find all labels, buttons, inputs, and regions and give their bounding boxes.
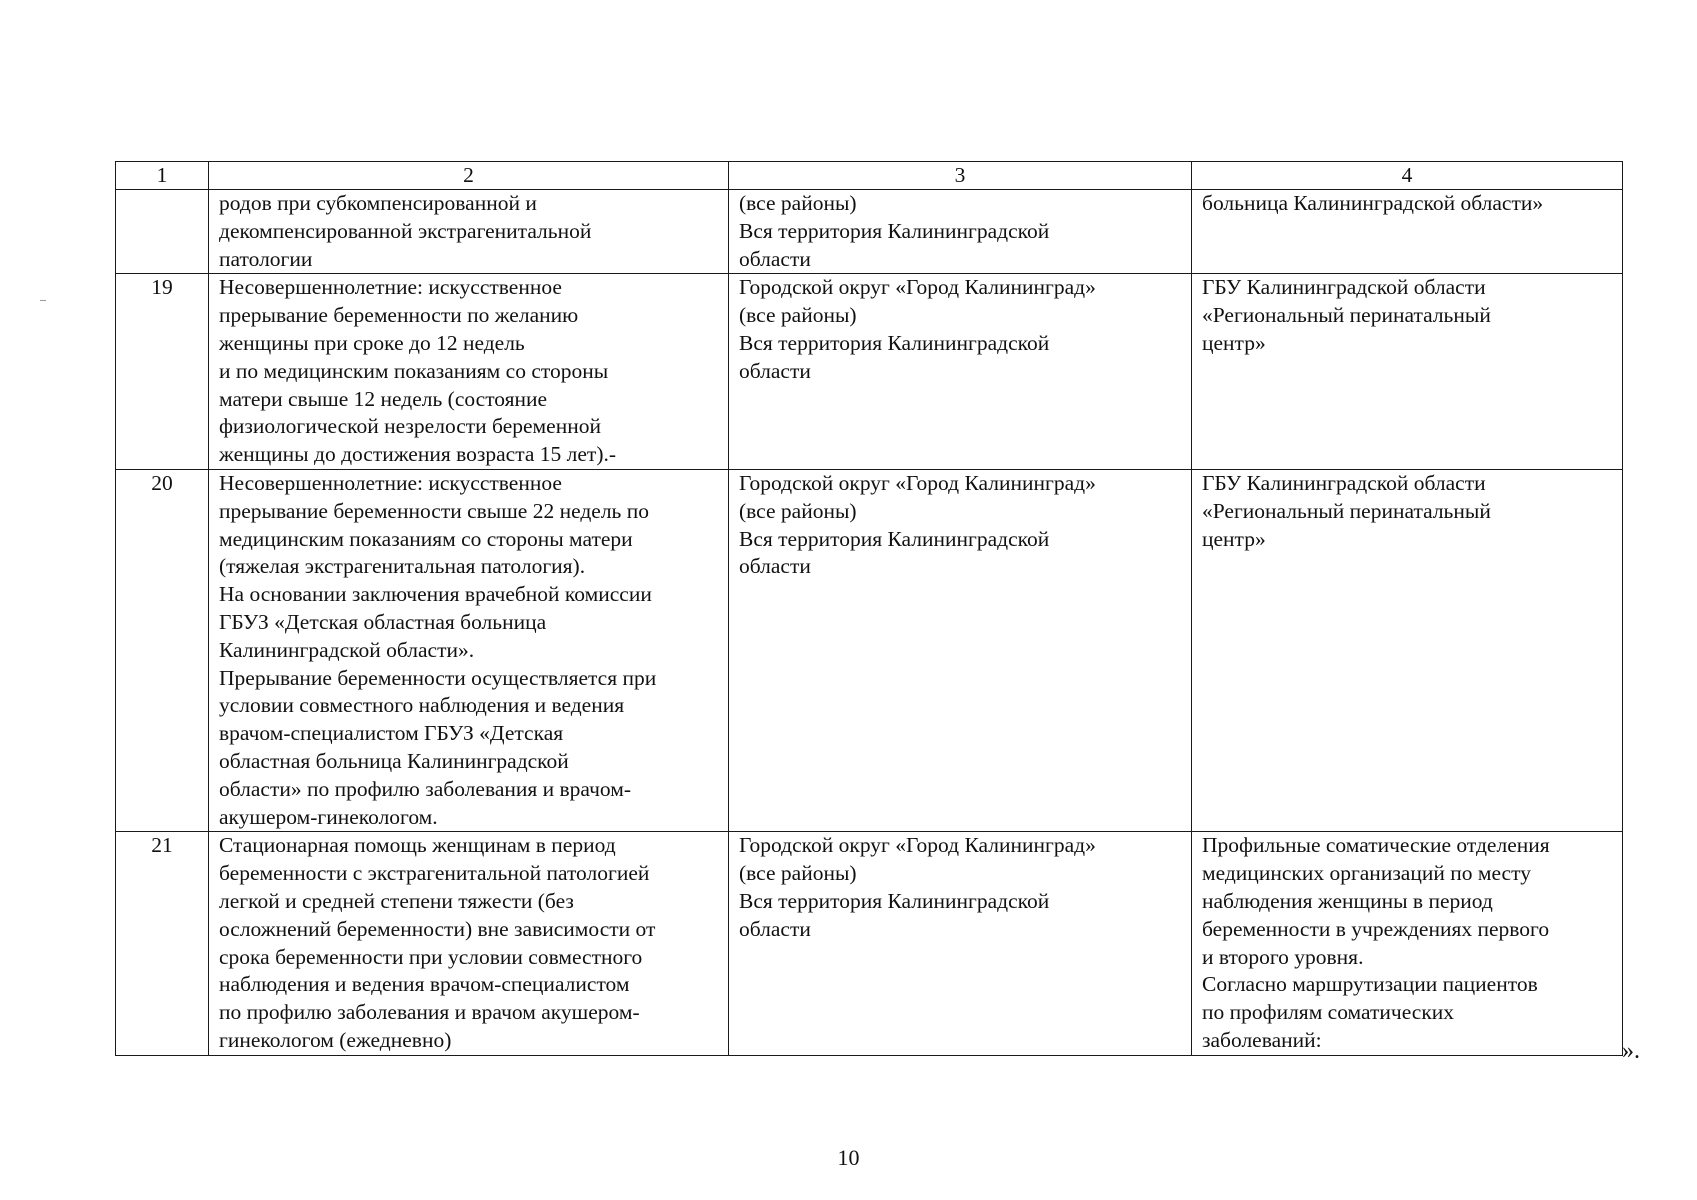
cell-line: по профилям соматических — [1202, 1000, 1455, 1025]
cell-line: физиологической незрелости беременной — [219, 414, 601, 439]
cell-line: «Региональный перинатальный — [1202, 303, 1491, 328]
cell-line: «Региональный перинатальный — [1202, 498, 1491, 523]
cell-line: по профилю заболевания и врачом акушером- — [219, 1000, 640, 1025]
cell-line: матери свыше 12 недель (состояние — [219, 386, 548, 411]
cell-line: ГБУЗ «Детская областная больница — [219, 609, 547, 634]
cell-line: женщины до достижения возраста 15 лет).- — [219, 442, 617, 467]
cell-line: (все районы) — [739, 191, 857, 215]
cell-line: (все районы) — [739, 861, 857, 886]
cell-line: Прерывание беременности осуществляется при — [219, 665, 657, 690]
cell-line: центр» — [1202, 330, 1266, 355]
institution-cell — [1192, 832, 1623, 1055]
cell-line: Городской округ «Город Калининград» — [739, 275, 1096, 300]
cell-line: (все районы) — [739, 303, 857, 328]
cell-line: (тяжелая экстрагенитальная патология). — [219, 554, 586, 579]
row-number-cell: 21 — [116, 832, 209, 1055]
cell-line: беременности в учреждениях первого — [1202, 916, 1550, 941]
cell-line: осложнений беременности) вне зависимости от — [219, 916, 656, 941]
description-cell — [209, 469, 729, 831]
cell-line: ГБУ Калининградской области — [1202, 275, 1486, 300]
institution-cell — [1192, 469, 1623, 831]
cell-line: (все районы) — [739, 498, 857, 523]
cell-line: прерывание беременности по желанию — [219, 303, 579, 328]
cell-line: наблюдения и ведения врачом-специалистом — [219, 972, 630, 997]
cell-line: области — [739, 358, 811, 383]
cell-line: Городской округ «Город Калининград» — [739, 470, 1096, 495]
cell-line: Стационарная помощь женщинам в период — [219, 833, 616, 858]
header-cell-3: 3 — [729, 162, 1192, 190]
table-row — [116, 190, 1623, 274]
cell-line: женщины при сроке до 12 недель — [219, 330, 525, 355]
cell-line: областная больница Калининградской — [219, 748, 569, 773]
cell-line: больница Калининградской области» — [1202, 191, 1544, 215]
cell-line: и по медицинским показаниям со стороны — [219, 358, 609, 383]
table-row — [116, 832, 1623, 1055]
cell-line: акушером-гинекологом. — [219, 804, 438, 829]
cell-line: родов при субкомпенсированной и — [219, 191, 537, 215]
cell-line: условии совместного наблюдения и ведения — [219, 693, 625, 718]
cell-line: медицинских организаций по месту — [1202, 861, 1531, 886]
page-number: 10 — [837, 1145, 860, 1170]
table-row — [116, 469, 1623, 831]
institution-cell — [1192, 190, 1623, 274]
cell-line: прерывание беременности свыше 22 недель по — [219, 498, 649, 523]
cell-line: Профильные соматические отделения — [1202, 833, 1550, 858]
cell-line: Согласно маршрутизации пациентов — [1202, 972, 1538, 997]
cell-line: Несовершеннолетние: искусственное — [219, 275, 562, 300]
header-cell-4: 4 — [1192, 162, 1623, 190]
cell-line: заболеваний: — [1202, 1027, 1322, 1052]
cell-line: области — [739, 246, 811, 271]
cell-line: беременности с экстрагенитальной патологией — [219, 861, 650, 886]
cell-line: врачом-специалистом ГБУЗ «Детская — [219, 721, 564, 746]
cell-line: На основании заключения врачебной комиссии — [219, 582, 652, 607]
description-cell — [209, 274, 729, 470]
margin-mark — [40, 300, 46, 301]
cell-line: ГБУ Калининградской области — [1202, 470, 1486, 495]
cell-line: и второго уровня. — [1202, 944, 1364, 969]
routing-table — [115, 161, 1623, 1056]
cell-line: Калининградской области». — [219, 637, 475, 662]
cell-line: медицинским показаниям со стороны матери — [219, 526, 633, 551]
cell-line: Вся территория Калининградской — [739, 888, 1050, 913]
territory-cell — [729, 274, 1192, 470]
table-row — [116, 274, 1623, 470]
cell-line: срока беременности при условии совместного — [219, 944, 643, 969]
territory-cell — [729, 832, 1192, 1055]
row-number-cell: 19 — [116, 274, 209, 470]
cell-line: гинекологом (ежедневно) — [219, 1027, 452, 1052]
institution-cell — [1192, 274, 1623, 470]
description-cell — [209, 190, 729, 274]
cell-line: легкой и средней степени тяжести (без — [219, 888, 574, 913]
cell-line: центр» — [1202, 526, 1266, 551]
territory-cell — [729, 469, 1192, 831]
cell-line: области» по профилю заболевания и врачом- — [219, 776, 632, 801]
cell-line: Несовершеннолетние: искусственное — [219, 470, 562, 495]
header-cell-1: 1 — [116, 162, 209, 190]
cell-line: области — [739, 554, 811, 579]
cell-line: Городской округ «Город Калининград» — [739, 833, 1096, 858]
cell-line: патологии — [219, 246, 313, 271]
cell-line: области — [739, 916, 811, 941]
row-number-cell: 20 — [116, 469, 209, 831]
cell-line: Вся территория Калининградской — [739, 218, 1050, 243]
territory-cell — [729, 190, 1192, 274]
cell-line: декомпенсированной экстрагенитальной — [219, 218, 592, 243]
description-cell — [209, 832, 729, 1055]
row-number-cell — [116, 190, 209, 274]
cell-line: Вся территория Калининградской — [739, 526, 1050, 551]
closing-quote: ». — [1622, 1038, 1640, 1064]
cell-line: Вся территория Калининградской — [739, 330, 1050, 355]
table-header-row — [116, 162, 1623, 190]
header-cell-2: 2 — [209, 162, 729, 190]
cell-line: наблюдения женщины в период — [1202, 888, 1493, 913]
